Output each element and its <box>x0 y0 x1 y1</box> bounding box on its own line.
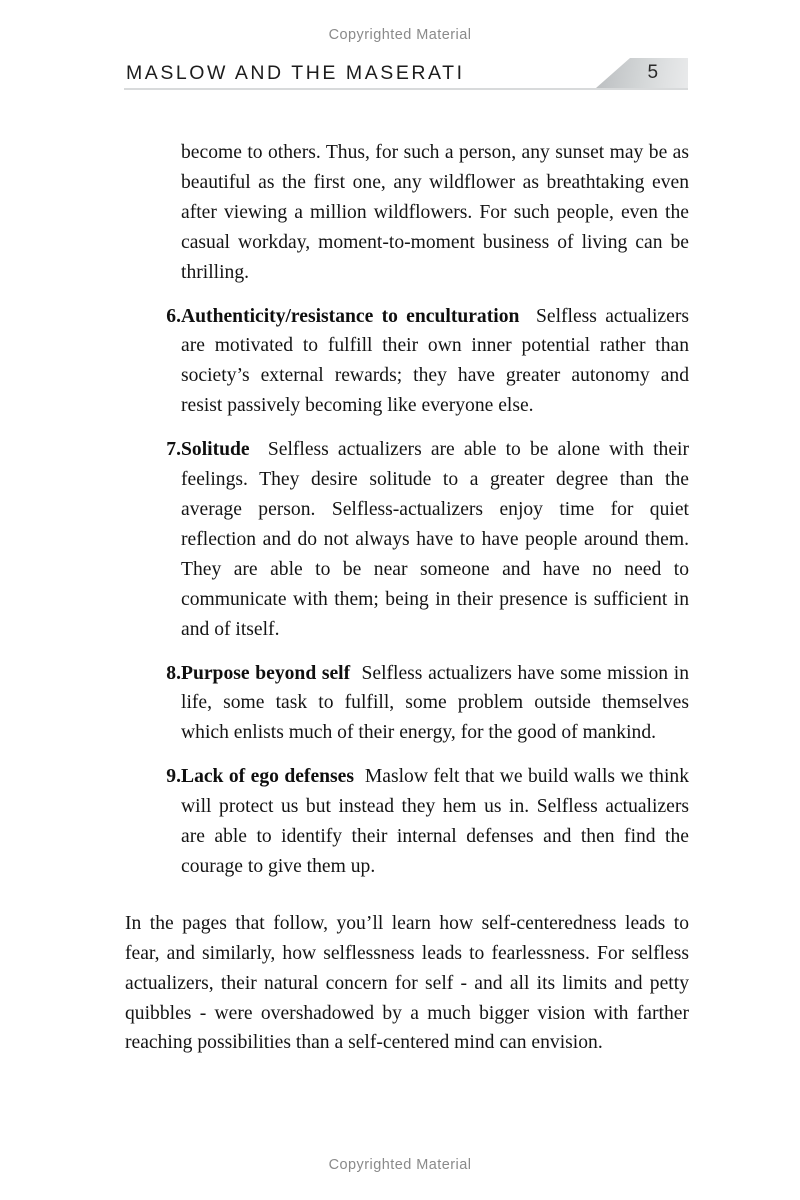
numbered-list <box>125 302 689 882</box>
list-item-body: Selfless actualizers are able to be alone with their feelings. They desire solitude to a greater degree than the average person. Selfless-actualizers enjoy time for quiet reflection and do not always have to have people around them. They are able to be near someone and have no need to communicate with them; being in their presence is sufficient in and of itself. <box>181 439 690 640</box>
closing-paragraph: In the pages that follow, you’ll learn how self-centeredness leads to fear, and similarly, how selflessness leads to fearlessness. For selfless actualizers, their natural concern for self - and all its limits and petty quibbles - were overshadowed by a much bigger vision with farther reaching possibilities than a self-centered mind can envision. <box>125 912 689 1054</box>
list-item-lead: Lack of ego defenses <box>181 766 354 788</box>
list-item <box>166 659 689 749</box>
list-item <box>166 762 690 882</box>
list-item-text <box>181 302 689 422</box>
list-item-text <box>181 762 689 882</box>
list-item-number: 8. <box>166 662 181 684</box>
list-item-lead: Authenticity/resistance to enculturation <box>181 305 520 327</box>
list-item-body: Maslow felt that we build walls we think will protect us but instead they hem us in. Selfless actualizers are able to identify their internal defenses and then find the courage to give them up. <box>181 766 690 877</box>
list-item-number: 9. <box>166 766 181 788</box>
list-item-lead: Purpose beyond self <box>181 662 351 684</box>
list-item <box>166 302 689 422</box>
lead-gap <box>354 766 365 787</box>
list-item-number: 7. <box>166 439 181 461</box>
page-number: 5 <box>647 62 659 83</box>
lead-gap <box>350 663 361 684</box>
page-content <box>125 138 689 1058</box>
list-item <box>166 435 690 644</box>
running-header <box>124 58 688 90</box>
lead-gap <box>250 439 268 460</box>
running-header-title: MASLOW AND THE MASERATI <box>126 62 465 84</box>
list-item-body: Selfless actualizers have some mission in life, some task to fulfill, some problem outside themselves which enlists much of their energy, for the good of mankind. <box>181 662 689 744</box>
list-item-text <box>181 435 689 644</box>
copyright-watermark-bottom: Copyrighted Material <box>328 1157 472 1173</box>
lead-gap <box>519 306 536 327</box>
list-item-lead: Solitude <box>181 439 250 461</box>
copyright-watermark-top: Copyrighted Material <box>328 27 472 43</box>
header-rule <box>124 88 688 90</box>
list-item-text <box>181 659 689 749</box>
list-item-body: Selfless actualizers are motivated to fulfill their own inner potential rather than society’s external rewards; they have greater autonomy and resist passively becoming like everyone else. <box>181 305 689 417</box>
continued-paragraph: become to others. Thus, for such a person, any sunset may be as beautiful as the first one, any wildflower as breathtaking even after viewing a million wildflowers. For such people, even the casual workday, moment-to-moment business of living can be thrilling. <box>181 142 689 283</box>
list-item-number: 6. <box>166 305 181 327</box>
